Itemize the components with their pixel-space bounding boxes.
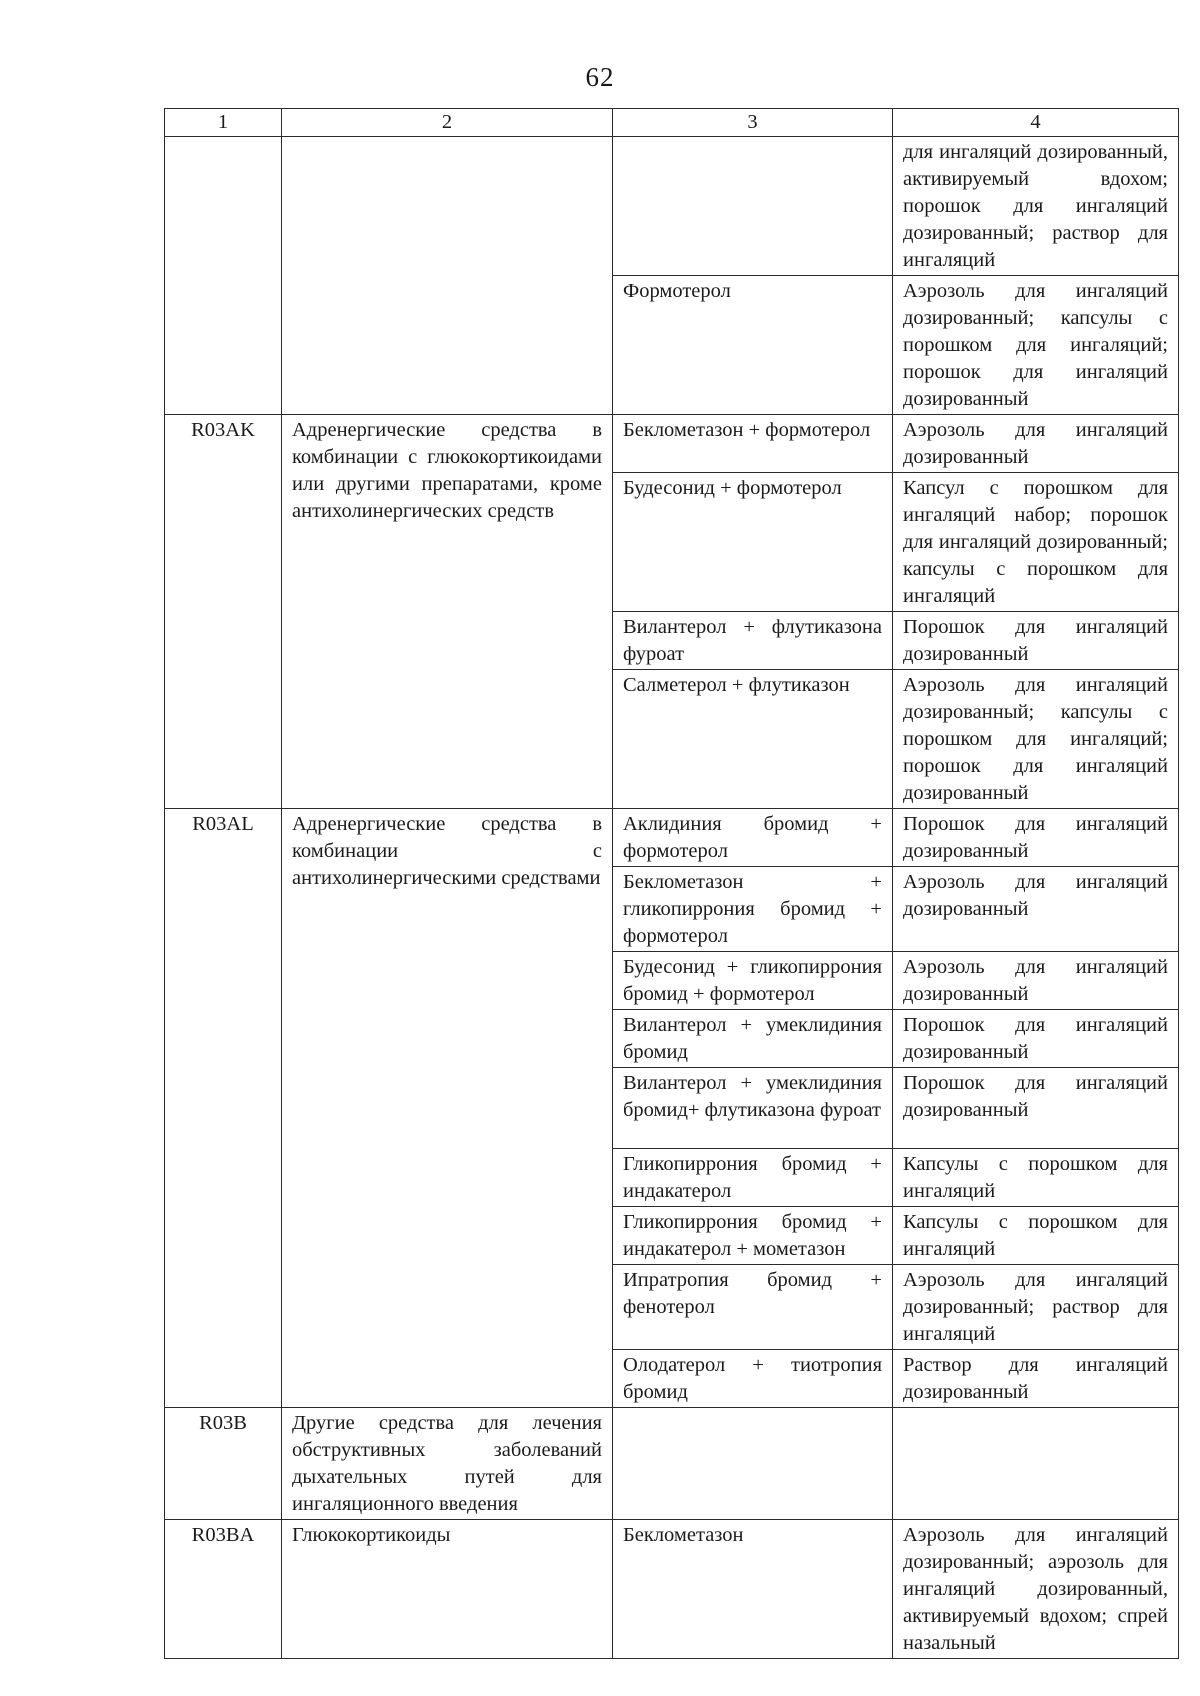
group-name-cell: Глюкокортикоиды — [282, 1520, 613, 1659]
drug-name-cell: Гликопиррония бромид + индакатерол + мометазон — [613, 1207, 893, 1265]
drug-name-cell: Вилантерол + умеклидиния бромид — [613, 1010, 893, 1068]
drug-table — [164, 108, 1179, 1659]
dosage-form-cell: для ингаляций дозированный, активируемый вдохом; порошок для ингаляций дозированный; раствор для ингаляций — [893, 137, 1179, 276]
dosage-form-cell: Аэрозоль для ингаляций дозированный; капсулы с порошком для ингаляций; порошок для ингаляций дозированный — [893, 276, 1179, 415]
drug-name-cell — [613, 137, 893, 276]
drug-name-cell: Ипратропия бромид + фенотерол — [613, 1265, 893, 1350]
table-row — [165, 137, 1179, 276]
drug-name-cell: Вилантерол + флутиказона фуроат — [613, 612, 893, 670]
dosage-form-cell: Капсулы с порошком для ингаляций — [893, 1207, 1179, 1265]
dosage-form-cell: Раствор для ингаляций дозированный — [893, 1350, 1179, 1408]
drug-name-cell: Формотерол — [613, 276, 893, 415]
group-name-cell — [282, 137, 613, 415]
column-header-4: 4 — [893, 109, 1179, 137]
dosage-form-cell: Порошок для ингаляций дозированный — [893, 1068, 1179, 1149]
atc-code-cell: R03BA — [165, 1520, 282, 1659]
dosage-form-cell: Аэрозоль для ингаляций дозированный — [893, 415, 1179, 473]
drug-name-cell: Аклидиния бромид + формотерол — [613, 809, 893, 867]
column-header-1: 1 — [165, 109, 282, 137]
table-header — [165, 109, 1179, 137]
drug-name-cell: Будесонид + гликопиррония бромид + формотерол — [613, 952, 893, 1010]
group-name-cell: Другие средства для лечения обструктивных заболеваний дыхательных путей для ингаляционного введения — [282, 1408, 613, 1520]
dosage-form-cell: Порошок для ингаляций дозированный — [893, 809, 1179, 867]
drug-name-cell: Салметерол + флутиказон — [613, 670, 893, 809]
group-name-cell: Адренергические средства в комбинации с глюкокортикоидами или другими препаратами, кроме антихолинергических средств — [282, 415, 613, 809]
drug-name-cell: Гликопиррония бромид + индакатерол — [613, 1149, 893, 1207]
atc-code-cell: R03AL — [165, 809, 282, 1408]
dosage-form-cell: Капсул с порошком для ингаляций набор; порошок для ингаляций дозированный; капсулы с порошком для ингаляций — [893, 473, 1179, 612]
page-number: 62 — [585, 62, 615, 92]
dosage-form-cell: Аэрозоль для ингаляций дозированный; раствор для ингаляций — [893, 1265, 1179, 1350]
dosage-form-cell: Капсулы с порошком для ингаляций — [893, 1149, 1179, 1207]
table-row — [165, 415, 1179, 473]
table-row — [165, 1408, 1179, 1520]
group-name-cell: Адренергические средства в комбинации с антихолинергическими средствами — [282, 809, 613, 1408]
drug-name-cell: Вилантерол + умеклидиния бромид+ флутиказона фуроат — [613, 1068, 893, 1149]
dosage-form-cell: Аэрозоль для ингаляций дозированный — [893, 867, 1179, 952]
drug-name-cell: Беклометазон + формотерол — [613, 415, 893, 473]
dosage-form-cell: Порошок для ингаляций дозированный — [893, 1010, 1179, 1068]
atc-code-cell — [165, 137, 282, 415]
dosage-form-cell: Аэрозоль для ингаляций дозированный — [893, 952, 1179, 1010]
column-header-3: 3 — [613, 109, 893, 137]
dosage-form-cell: Порошок для ингаляций дозированный — [893, 612, 1179, 670]
table-row — [165, 809, 1179, 867]
drug-name-cell — [613, 1408, 893, 1520]
drug-name-cell: Беклометазон — [613, 1520, 893, 1659]
header-row — [165, 109, 1179, 137]
column-header-2: 2 — [282, 109, 613, 137]
atc-code-cell: R03B — [165, 1408, 282, 1520]
dosage-form-cell: Аэрозоль для ингаляций дозированный; капсулы с порошком для ингаляций; порошок для ингаляций дозированный — [893, 670, 1179, 809]
drug-name-cell: Беклометазон + гликопиррония бромид + формотерол — [613, 867, 893, 952]
atc-code-cell: R03AK — [165, 415, 282, 809]
dosage-form-cell — [893, 1408, 1179, 1520]
table-row — [165, 1520, 1179, 1659]
drug-name-cell: Олодатерол + тиотропия бромид — [613, 1350, 893, 1408]
dosage-form-cell: Аэрозоль для ингаляций дозированный; аэрозоль для ингаляций дозированный, активируемый вдохом; спрей назальный — [893, 1520, 1179, 1659]
drug-name-cell: Будесонид + формотерол — [613, 473, 893, 612]
